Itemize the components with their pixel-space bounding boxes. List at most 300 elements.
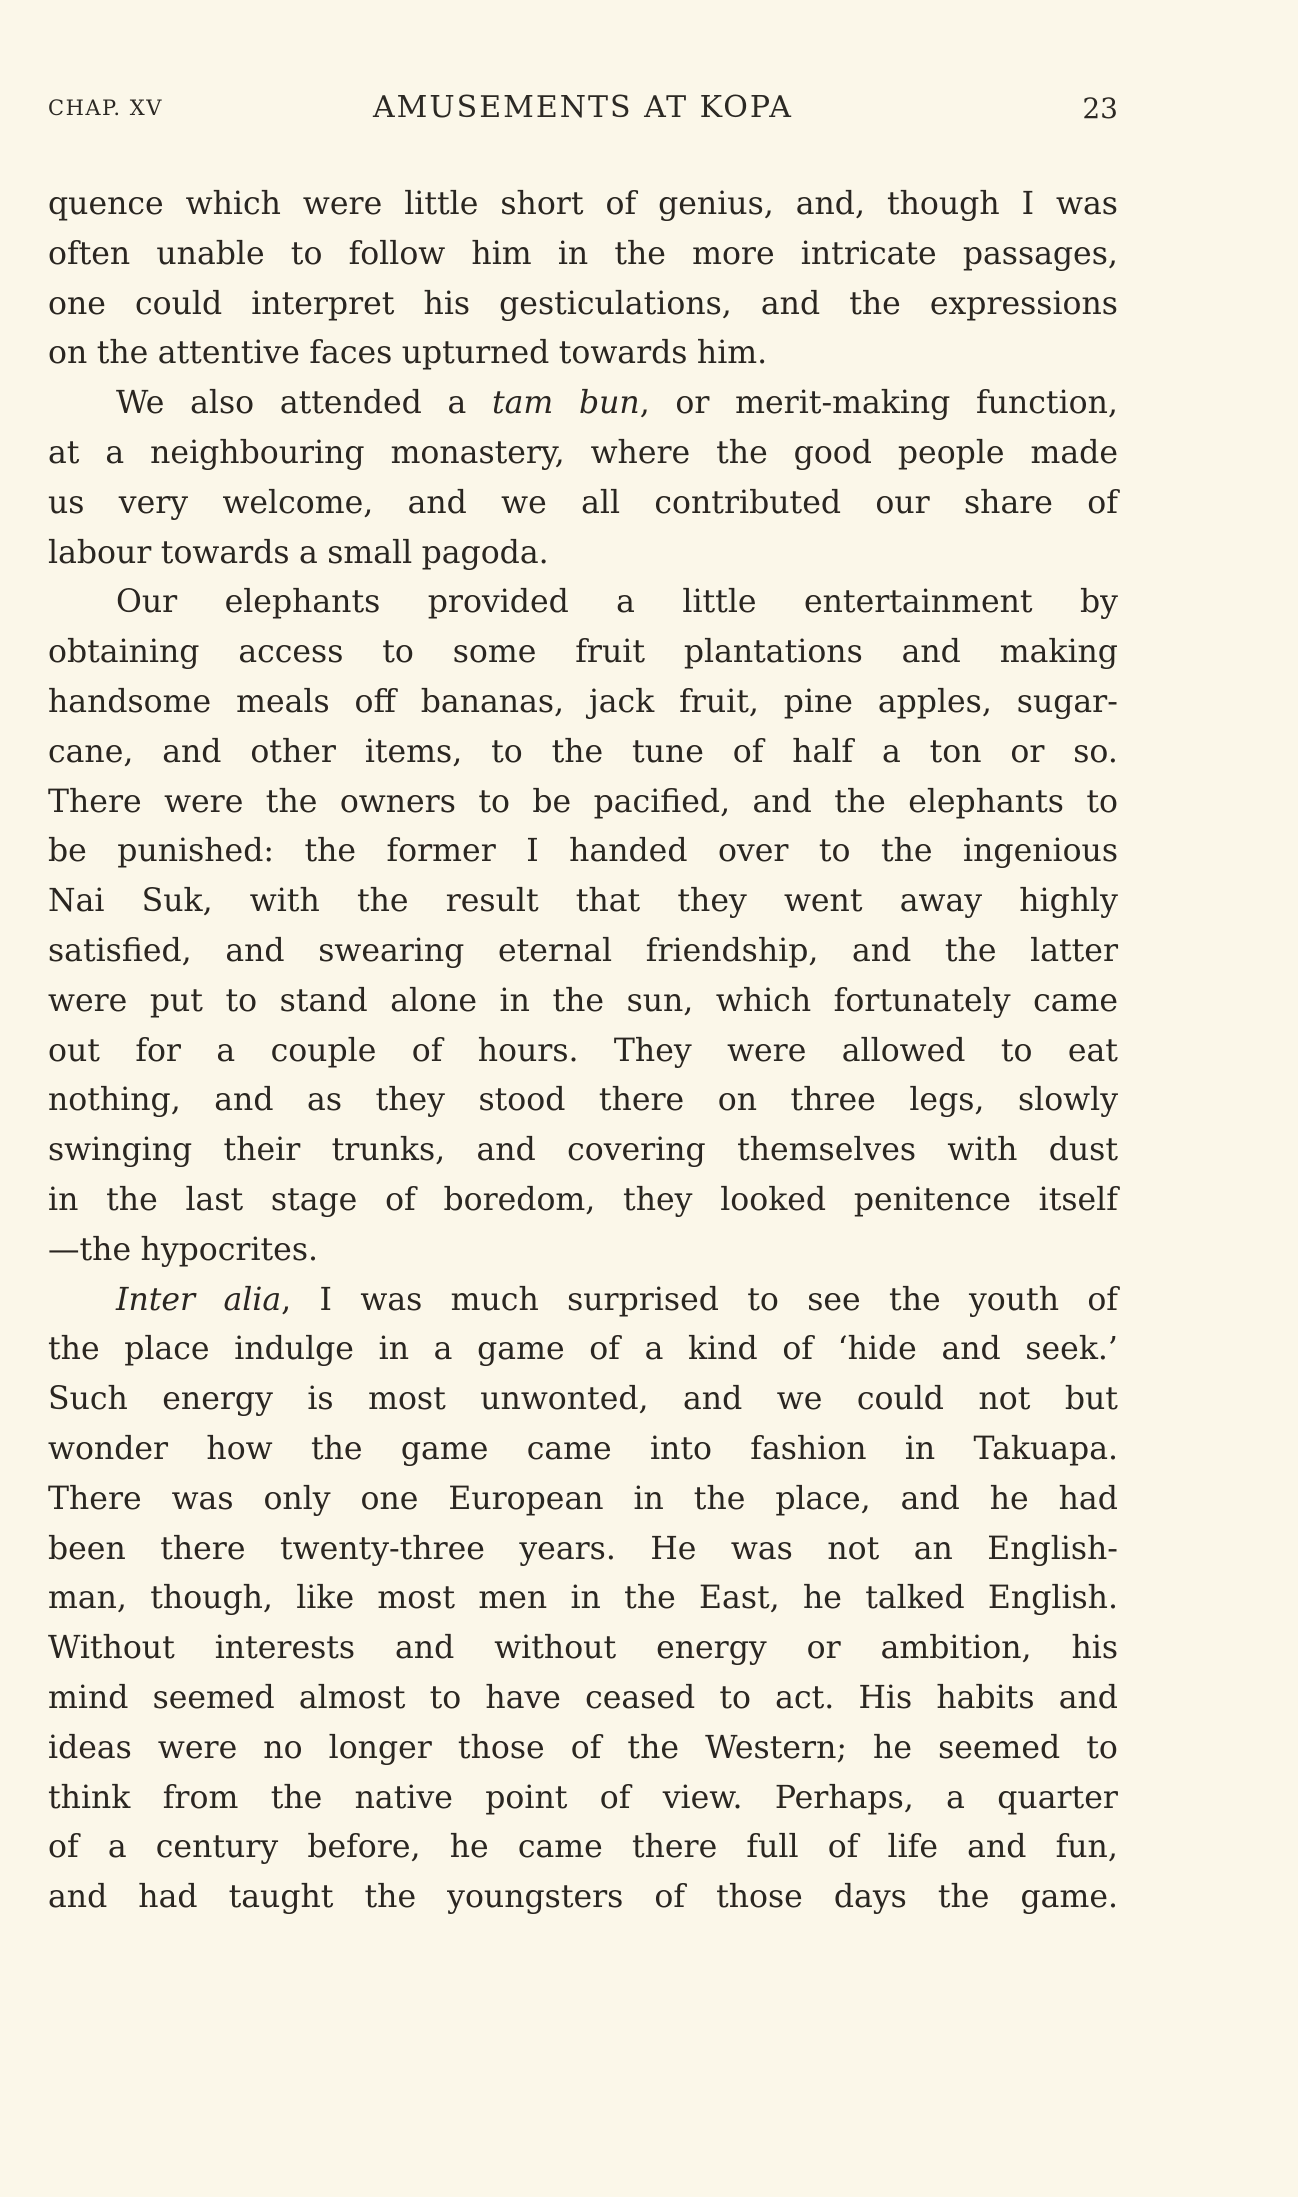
word: place xyxy=(124,1331,210,1368)
word: bananas, xyxy=(420,683,565,720)
word: to xyxy=(429,1679,462,1716)
word: away xyxy=(899,883,983,920)
word: gesticulations, xyxy=(499,285,732,322)
word: meals xyxy=(236,683,330,720)
word: and xyxy=(225,932,285,969)
word: some xyxy=(452,634,537,671)
word: a xyxy=(644,1331,664,1368)
word: full xyxy=(746,1829,799,1866)
text-line xyxy=(48,479,1118,529)
text-line xyxy=(48,329,1118,379)
word: were xyxy=(727,1032,807,1069)
word: There xyxy=(48,783,142,820)
word: came xyxy=(526,1430,612,1467)
word: upturned xyxy=(401,335,550,372)
word: to xyxy=(1086,783,1118,820)
text-line xyxy=(48,1076,1118,1126)
word: elephants xyxy=(224,584,381,621)
word: game xyxy=(477,1331,565,1368)
word: bun, xyxy=(578,385,650,422)
word: habits xyxy=(936,1679,1035,1716)
word: of xyxy=(732,733,764,770)
text-line xyxy=(48,429,1118,479)
word: Nai xyxy=(48,883,105,920)
word: an xyxy=(913,1530,953,1567)
word: hours. xyxy=(477,1032,579,1069)
word: legs, xyxy=(909,1082,985,1119)
word: have xyxy=(485,1679,561,1716)
text-line xyxy=(48,230,1118,280)
word: passages, xyxy=(962,235,1118,272)
word: he xyxy=(802,1580,842,1617)
word: which xyxy=(715,982,812,1019)
word: went xyxy=(783,883,863,920)
word: I xyxy=(319,1281,332,1318)
word: the xyxy=(716,434,768,471)
word: life xyxy=(887,1829,938,1866)
word: pine xyxy=(783,683,853,720)
word: ingenious xyxy=(963,833,1118,870)
text-line xyxy=(48,1873,1118,1923)
word: of xyxy=(570,1729,602,1766)
word: act. xyxy=(775,1679,835,1716)
word: years. xyxy=(519,1530,616,1567)
word: point xyxy=(485,1779,568,1816)
word: last xyxy=(185,1181,244,1218)
word: to xyxy=(719,1679,751,1716)
word: into xyxy=(649,1430,712,1467)
word: boredom, xyxy=(443,1181,596,1218)
word: they xyxy=(623,1181,693,1218)
word: handed xyxy=(569,833,688,870)
word: looked xyxy=(720,1181,827,1218)
word: which xyxy=(185,186,281,222)
word: three xyxy=(790,1082,876,1119)
word: the xyxy=(849,285,901,322)
text-line xyxy=(48,1724,1118,1774)
word: tam xyxy=(491,385,554,422)
word: those xyxy=(457,1729,545,1766)
word: in xyxy=(633,1480,664,1517)
text-line xyxy=(48,1574,1118,1624)
word: also xyxy=(190,385,255,422)
text-line xyxy=(48,1176,1118,1226)
word: to xyxy=(1086,1729,1118,1766)
word: native xyxy=(354,1779,453,1816)
word: though xyxy=(886,186,1000,222)
word: stood xyxy=(478,1082,566,1119)
word: energy xyxy=(656,1630,767,1667)
word: contributed xyxy=(654,484,842,521)
word: fortunately xyxy=(833,982,1011,1019)
word: the xyxy=(693,1480,746,1517)
word: came xyxy=(517,1829,603,1866)
word: and xyxy=(683,1381,743,1418)
word: handsome xyxy=(48,683,212,720)
word: the xyxy=(944,932,997,969)
word: good xyxy=(793,434,872,471)
word: us xyxy=(48,484,85,521)
word: and, xyxy=(795,186,865,222)
running-head xyxy=(48,90,1118,130)
word: on xyxy=(717,1082,757,1119)
word: in xyxy=(570,1580,601,1617)
word: result xyxy=(445,883,539,920)
word: in xyxy=(557,235,589,272)
word: one xyxy=(48,285,106,322)
word: Suk, xyxy=(141,883,213,920)
text-line xyxy=(48,1475,1118,1525)
word: former xyxy=(386,833,496,870)
word: the xyxy=(627,1729,680,1766)
body-text xyxy=(48,180,1118,1923)
word: tune xyxy=(632,733,704,770)
word: energy xyxy=(162,1381,273,1418)
word: his xyxy=(423,285,471,322)
word: people xyxy=(897,434,1005,471)
word: penitence xyxy=(853,1181,1011,1218)
word: highly xyxy=(1019,883,1118,920)
word: and xyxy=(476,1132,536,1169)
word: of xyxy=(1087,484,1118,521)
word: a xyxy=(107,1829,127,1866)
word: fashion xyxy=(750,1430,867,1467)
word: of xyxy=(654,1879,686,1916)
word: neighbouring xyxy=(150,434,365,471)
word: a xyxy=(298,534,318,571)
word: the xyxy=(96,335,149,372)
word: and xyxy=(48,1879,108,1916)
word: seemed xyxy=(938,1729,1061,1766)
word: man, xyxy=(48,1580,127,1617)
word: the xyxy=(48,1331,100,1368)
word: could xyxy=(134,285,223,322)
word: to xyxy=(478,783,510,820)
word: before, xyxy=(307,1829,421,1866)
word: surprised xyxy=(567,1281,719,1318)
word: and xyxy=(941,1331,1001,1368)
word: and xyxy=(214,1082,274,1119)
word: there xyxy=(160,1530,246,1567)
text-line xyxy=(48,778,1118,828)
word: to xyxy=(818,833,851,870)
word: to xyxy=(747,1281,779,1318)
word: days xyxy=(833,1879,907,1916)
word: jack xyxy=(588,683,655,720)
word: place, xyxy=(775,1480,871,1517)
word: game xyxy=(400,1430,489,1467)
word: were xyxy=(302,186,383,222)
word: nothing, xyxy=(48,1082,181,1119)
text-line xyxy=(48,379,1118,429)
word: wonder xyxy=(48,1430,169,1467)
word: Such xyxy=(48,1381,128,1418)
text-line xyxy=(48,827,1118,877)
word: youth xyxy=(968,1281,1059,1318)
text-line xyxy=(48,977,1118,1027)
word: of xyxy=(589,1331,620,1368)
word: little xyxy=(682,584,757,621)
word: of xyxy=(411,1032,443,1069)
word: pacified, xyxy=(593,783,731,820)
word: Perhaps, xyxy=(774,1779,914,1816)
word: allowed xyxy=(841,1032,966,1069)
word: slowly xyxy=(1017,1082,1118,1119)
word: the xyxy=(880,833,933,870)
word: were xyxy=(157,1729,238,1766)
word: short xyxy=(500,186,584,222)
word: he xyxy=(449,1829,489,1866)
word: and xyxy=(395,1630,455,1667)
word: the xyxy=(356,883,409,920)
word: English- xyxy=(987,1530,1118,1567)
word: could xyxy=(856,1381,944,1418)
word: the xyxy=(889,1281,941,1318)
word: very xyxy=(118,484,189,521)
word: men xyxy=(478,1580,548,1617)
word: like xyxy=(296,1580,355,1617)
word: be xyxy=(532,783,572,820)
word: taught xyxy=(228,1879,334,1916)
word: one xyxy=(360,1480,419,1517)
text-line xyxy=(48,1375,1118,1425)
word: There xyxy=(48,1480,142,1517)
word: Inter xyxy=(116,1281,196,1318)
word: They xyxy=(613,1032,692,1069)
word: or xyxy=(1010,733,1045,770)
word: in xyxy=(499,982,530,1019)
word: a xyxy=(216,1032,236,1069)
word: monastery, xyxy=(390,434,565,471)
word: think xyxy=(48,1779,131,1816)
word: We xyxy=(116,385,165,422)
word: been xyxy=(48,1530,126,1567)
word: attentive xyxy=(157,335,300,372)
word: of xyxy=(599,1779,631,1816)
word: the xyxy=(624,1580,676,1617)
word: dust xyxy=(1048,1132,1118,1169)
word: not xyxy=(827,1530,880,1567)
word: Western; xyxy=(705,1729,847,1766)
word: the xyxy=(614,235,666,272)
word: function, xyxy=(976,385,1118,422)
word: little xyxy=(404,186,479,222)
word: longer xyxy=(328,1729,432,1766)
word: for xyxy=(135,1032,181,1069)
page-number: 23 xyxy=(1082,92,1118,125)
word: but xyxy=(1064,1381,1118,1418)
word: all xyxy=(581,484,621,521)
word: in xyxy=(904,1430,936,1467)
word: faces xyxy=(309,335,393,372)
word: punished: xyxy=(117,833,274,870)
word: swinging xyxy=(48,1132,193,1169)
word: mind xyxy=(48,1679,129,1716)
word: and xyxy=(852,932,912,969)
word: I xyxy=(526,833,539,870)
word: couple xyxy=(270,1032,377,1069)
word: to xyxy=(382,634,414,671)
text-line xyxy=(48,728,1118,778)
word: Our xyxy=(116,584,178,621)
word: entertainment xyxy=(803,584,1033,621)
word: were xyxy=(48,982,128,1019)
text-line xyxy=(48,1226,1118,1276)
word: much xyxy=(450,1281,539,1318)
word: quarter xyxy=(997,1779,1118,1816)
word: of xyxy=(605,186,637,222)
word: towards xyxy=(160,534,290,571)
word: often xyxy=(48,235,131,272)
word: elephants xyxy=(908,783,1064,820)
word: items, xyxy=(364,733,463,770)
text-line xyxy=(48,1624,1118,1674)
word: fruit, xyxy=(679,683,759,720)
word: though, xyxy=(150,1580,273,1617)
text-line xyxy=(48,1325,1118,1375)
word: a xyxy=(447,385,467,422)
word: the xyxy=(834,783,886,820)
word: at xyxy=(48,434,80,471)
word: swearing xyxy=(318,932,465,969)
word: of xyxy=(385,1181,416,1218)
word: sugar- xyxy=(1016,683,1118,720)
word: fruit xyxy=(575,634,645,671)
word: where xyxy=(590,434,691,471)
word: we xyxy=(776,1381,823,1418)
word: in xyxy=(378,1331,409,1368)
text-line xyxy=(48,1674,1118,1724)
word: other xyxy=(250,733,336,770)
word: half xyxy=(792,733,854,770)
word: by xyxy=(1079,584,1118,621)
word: century xyxy=(155,1829,279,1866)
word: unable xyxy=(156,235,265,272)
word: European xyxy=(448,1480,604,1517)
word: was xyxy=(171,1480,234,1517)
word: attended xyxy=(279,385,422,422)
word: was xyxy=(360,1281,423,1318)
word: over xyxy=(717,833,789,870)
word: stand xyxy=(279,982,368,1019)
word: there xyxy=(598,1082,685,1119)
word: almost xyxy=(298,1679,406,1716)
word: and xyxy=(901,634,961,671)
text-line xyxy=(48,1425,1118,1475)
word: had xyxy=(138,1879,198,1916)
word: in xyxy=(48,1181,79,1218)
word: and xyxy=(752,783,812,820)
word: ton xyxy=(929,733,982,770)
word: itself xyxy=(1038,1181,1118,1218)
word: access xyxy=(238,634,344,671)
word: our xyxy=(875,484,930,521)
word: the xyxy=(265,783,318,820)
word: satisfied, xyxy=(48,932,192,969)
word: or xyxy=(675,385,710,422)
word: their xyxy=(223,1132,301,1169)
word: with xyxy=(947,1132,1018,1169)
text-line xyxy=(48,529,1118,579)
word: ambition, xyxy=(880,1630,1032,1667)
word: they xyxy=(677,883,747,920)
word: a xyxy=(946,1779,965,1816)
word: a xyxy=(433,1331,453,1368)
word: there xyxy=(631,1829,718,1866)
word: came xyxy=(1033,982,1118,1019)
chapter-title: AMUSEMENTS AT KOPA xyxy=(373,90,793,125)
word: the xyxy=(552,982,605,1019)
word: He xyxy=(650,1530,697,1567)
word: to xyxy=(491,733,523,770)
word: welcome, xyxy=(222,484,374,521)
word: most xyxy=(377,1580,456,1617)
text-line xyxy=(48,180,1118,230)
word: and xyxy=(760,285,821,322)
word: not xyxy=(978,1381,1031,1418)
word: put xyxy=(149,982,203,1019)
word: the xyxy=(937,1879,990,1916)
word: seek.’ xyxy=(1025,1331,1118,1368)
word: a xyxy=(105,434,125,471)
word: we xyxy=(501,484,547,521)
text-line xyxy=(48,578,1118,628)
word: the xyxy=(310,1430,363,1467)
chapter-label: CHAP. XV xyxy=(48,96,163,120)
word: him. xyxy=(696,335,768,372)
word: view. xyxy=(662,1779,743,1816)
word: and xyxy=(900,1480,960,1517)
word: merit-making xyxy=(735,385,951,422)
word: Without xyxy=(48,1630,175,1667)
word: interpret xyxy=(251,285,395,322)
word: see xyxy=(807,1281,861,1318)
word: only xyxy=(263,1480,331,1517)
word: that xyxy=(575,883,641,920)
text-line xyxy=(48,1027,1118,1077)
word: those xyxy=(716,1879,803,1916)
word: the xyxy=(551,733,604,770)
word: with xyxy=(249,883,320,920)
word: without xyxy=(494,1630,617,1667)
word: and xyxy=(407,484,467,521)
word: more xyxy=(692,235,775,272)
word: from xyxy=(162,1779,239,1816)
word: ideas xyxy=(48,1729,132,1766)
word: had xyxy=(1058,1480,1118,1517)
word: eat xyxy=(1067,1032,1118,1069)
word: towards xyxy=(558,335,688,372)
word: apples, xyxy=(877,683,992,720)
word: obtaining xyxy=(48,634,200,671)
word: expressions xyxy=(929,285,1118,322)
text-line xyxy=(48,1774,1118,1824)
word: a xyxy=(616,584,635,621)
word: pagoda. xyxy=(421,534,549,571)
word: unwonted, xyxy=(480,1381,649,1418)
word: talked xyxy=(865,1580,965,1617)
word: stage xyxy=(270,1181,358,1218)
word: kind xyxy=(688,1331,758,1368)
word: of xyxy=(48,1829,79,1866)
text-line xyxy=(48,280,1118,330)
word: to xyxy=(1000,1032,1033,1069)
word: intricate xyxy=(800,235,937,272)
word: his xyxy=(1071,1630,1118,1667)
word: were xyxy=(164,783,244,820)
word: most xyxy=(368,1381,446,1418)
word: seemed xyxy=(152,1679,275,1716)
